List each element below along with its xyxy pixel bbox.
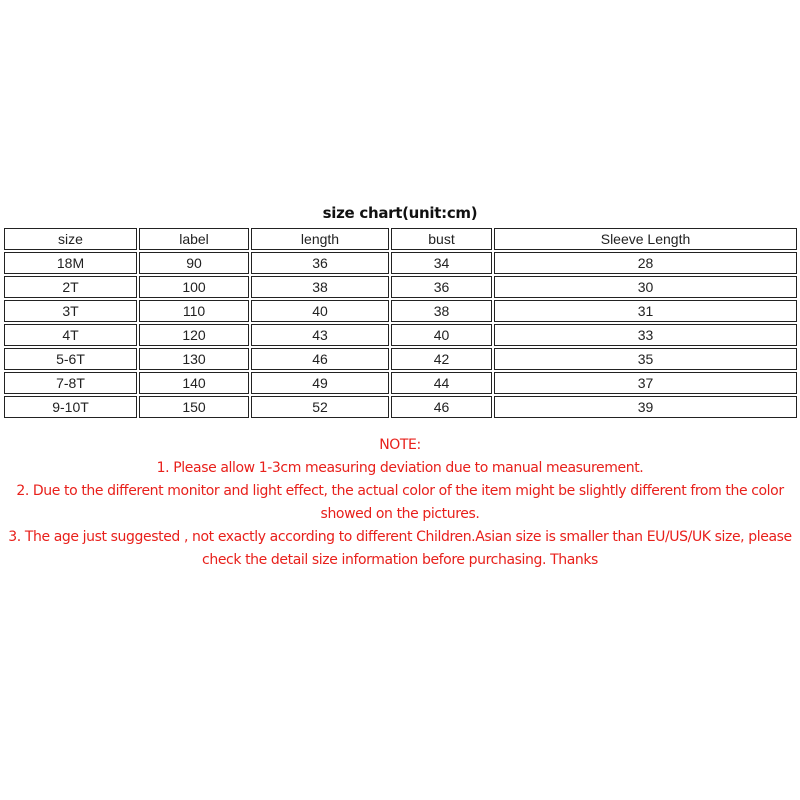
cell-bust: 44: [391, 372, 492, 394]
cell-label: 100: [139, 276, 249, 298]
table-row: [4, 324, 797, 346]
header-bust: bust: [391, 228, 492, 250]
cell-sleeve-length: 35: [494, 348, 797, 370]
size-table: [2, 226, 799, 420]
cell-bust: 38: [391, 300, 492, 322]
cell-bust: 46: [391, 396, 492, 418]
table-row: [4, 300, 797, 322]
note-line-1: 1. Please allow 1-3cm measuring deviation due to manual measurement.: [156, 460, 644, 476]
cell-length: 38: [251, 276, 389, 298]
cell-size: 4T: [4, 324, 137, 346]
note-line-2b: showed on the pictures.: [320, 506, 480, 522]
cell-length: 52: [251, 396, 389, 418]
cell-length: 43: [251, 324, 389, 346]
header-length: length: [251, 228, 389, 250]
cell-bust: 36: [391, 276, 492, 298]
cell-label: 140: [139, 372, 249, 394]
table-row: [4, 252, 797, 274]
cell-sleeve-length: 33: [494, 324, 797, 346]
cell-bust: 42: [391, 348, 492, 370]
header-label: label: [139, 228, 249, 250]
cell-label: 130: [139, 348, 249, 370]
cell-label: 90: [139, 252, 249, 274]
cell-sleeve-length: 28: [494, 252, 797, 274]
cell-length: 40: [251, 300, 389, 322]
cell-label: 120: [139, 324, 249, 346]
cell-size: 3T: [4, 300, 137, 322]
cell-label: 150: [139, 396, 249, 418]
notes-block: [0, 434, 800, 572]
cell-sleeve-length: 39: [494, 396, 797, 418]
cell-bust: 34: [391, 252, 492, 274]
table-row: [4, 348, 797, 370]
cell-label: 110: [139, 300, 249, 322]
cell-bust: 40: [391, 324, 492, 346]
size-chart-title: size chart(unit:cm): [322, 204, 478, 222]
header-size: size: [4, 228, 137, 250]
note-line-3b: check the detail size information before purchasing. Thanks: [202, 552, 598, 568]
table-row: [4, 276, 797, 298]
cell-sleeve-length: 31: [494, 300, 797, 322]
cell-sleeve-length: 30: [494, 276, 797, 298]
table-row: [4, 396, 797, 418]
cell-size: 2T: [4, 276, 137, 298]
note-heading: NOTE:: [379, 437, 421, 453]
cell-length: 46: [251, 348, 389, 370]
cell-size: 18M: [4, 252, 137, 274]
cell-size: 9-10T: [4, 396, 137, 418]
cell-size: 5-6T: [4, 348, 137, 370]
note-line-2a: 2. Due to the different monitor and light effect, the actual color of the item might be slightly different from the color: [16, 483, 784, 499]
cell-length: 49: [251, 372, 389, 394]
cell-sleeve-length: 37: [494, 372, 797, 394]
note-line-3a: 3. The age just suggested , not exactly according to different Children.Asian size is smaller than EU/US/UK size, please: [8, 529, 792, 545]
header-sleeve-length: Sleeve Length: [494, 228, 797, 250]
table-row: [4, 372, 797, 394]
cell-length: 36: [251, 252, 389, 274]
cell-size: 7-8T: [4, 372, 137, 394]
table-header-row: [4, 228, 797, 250]
